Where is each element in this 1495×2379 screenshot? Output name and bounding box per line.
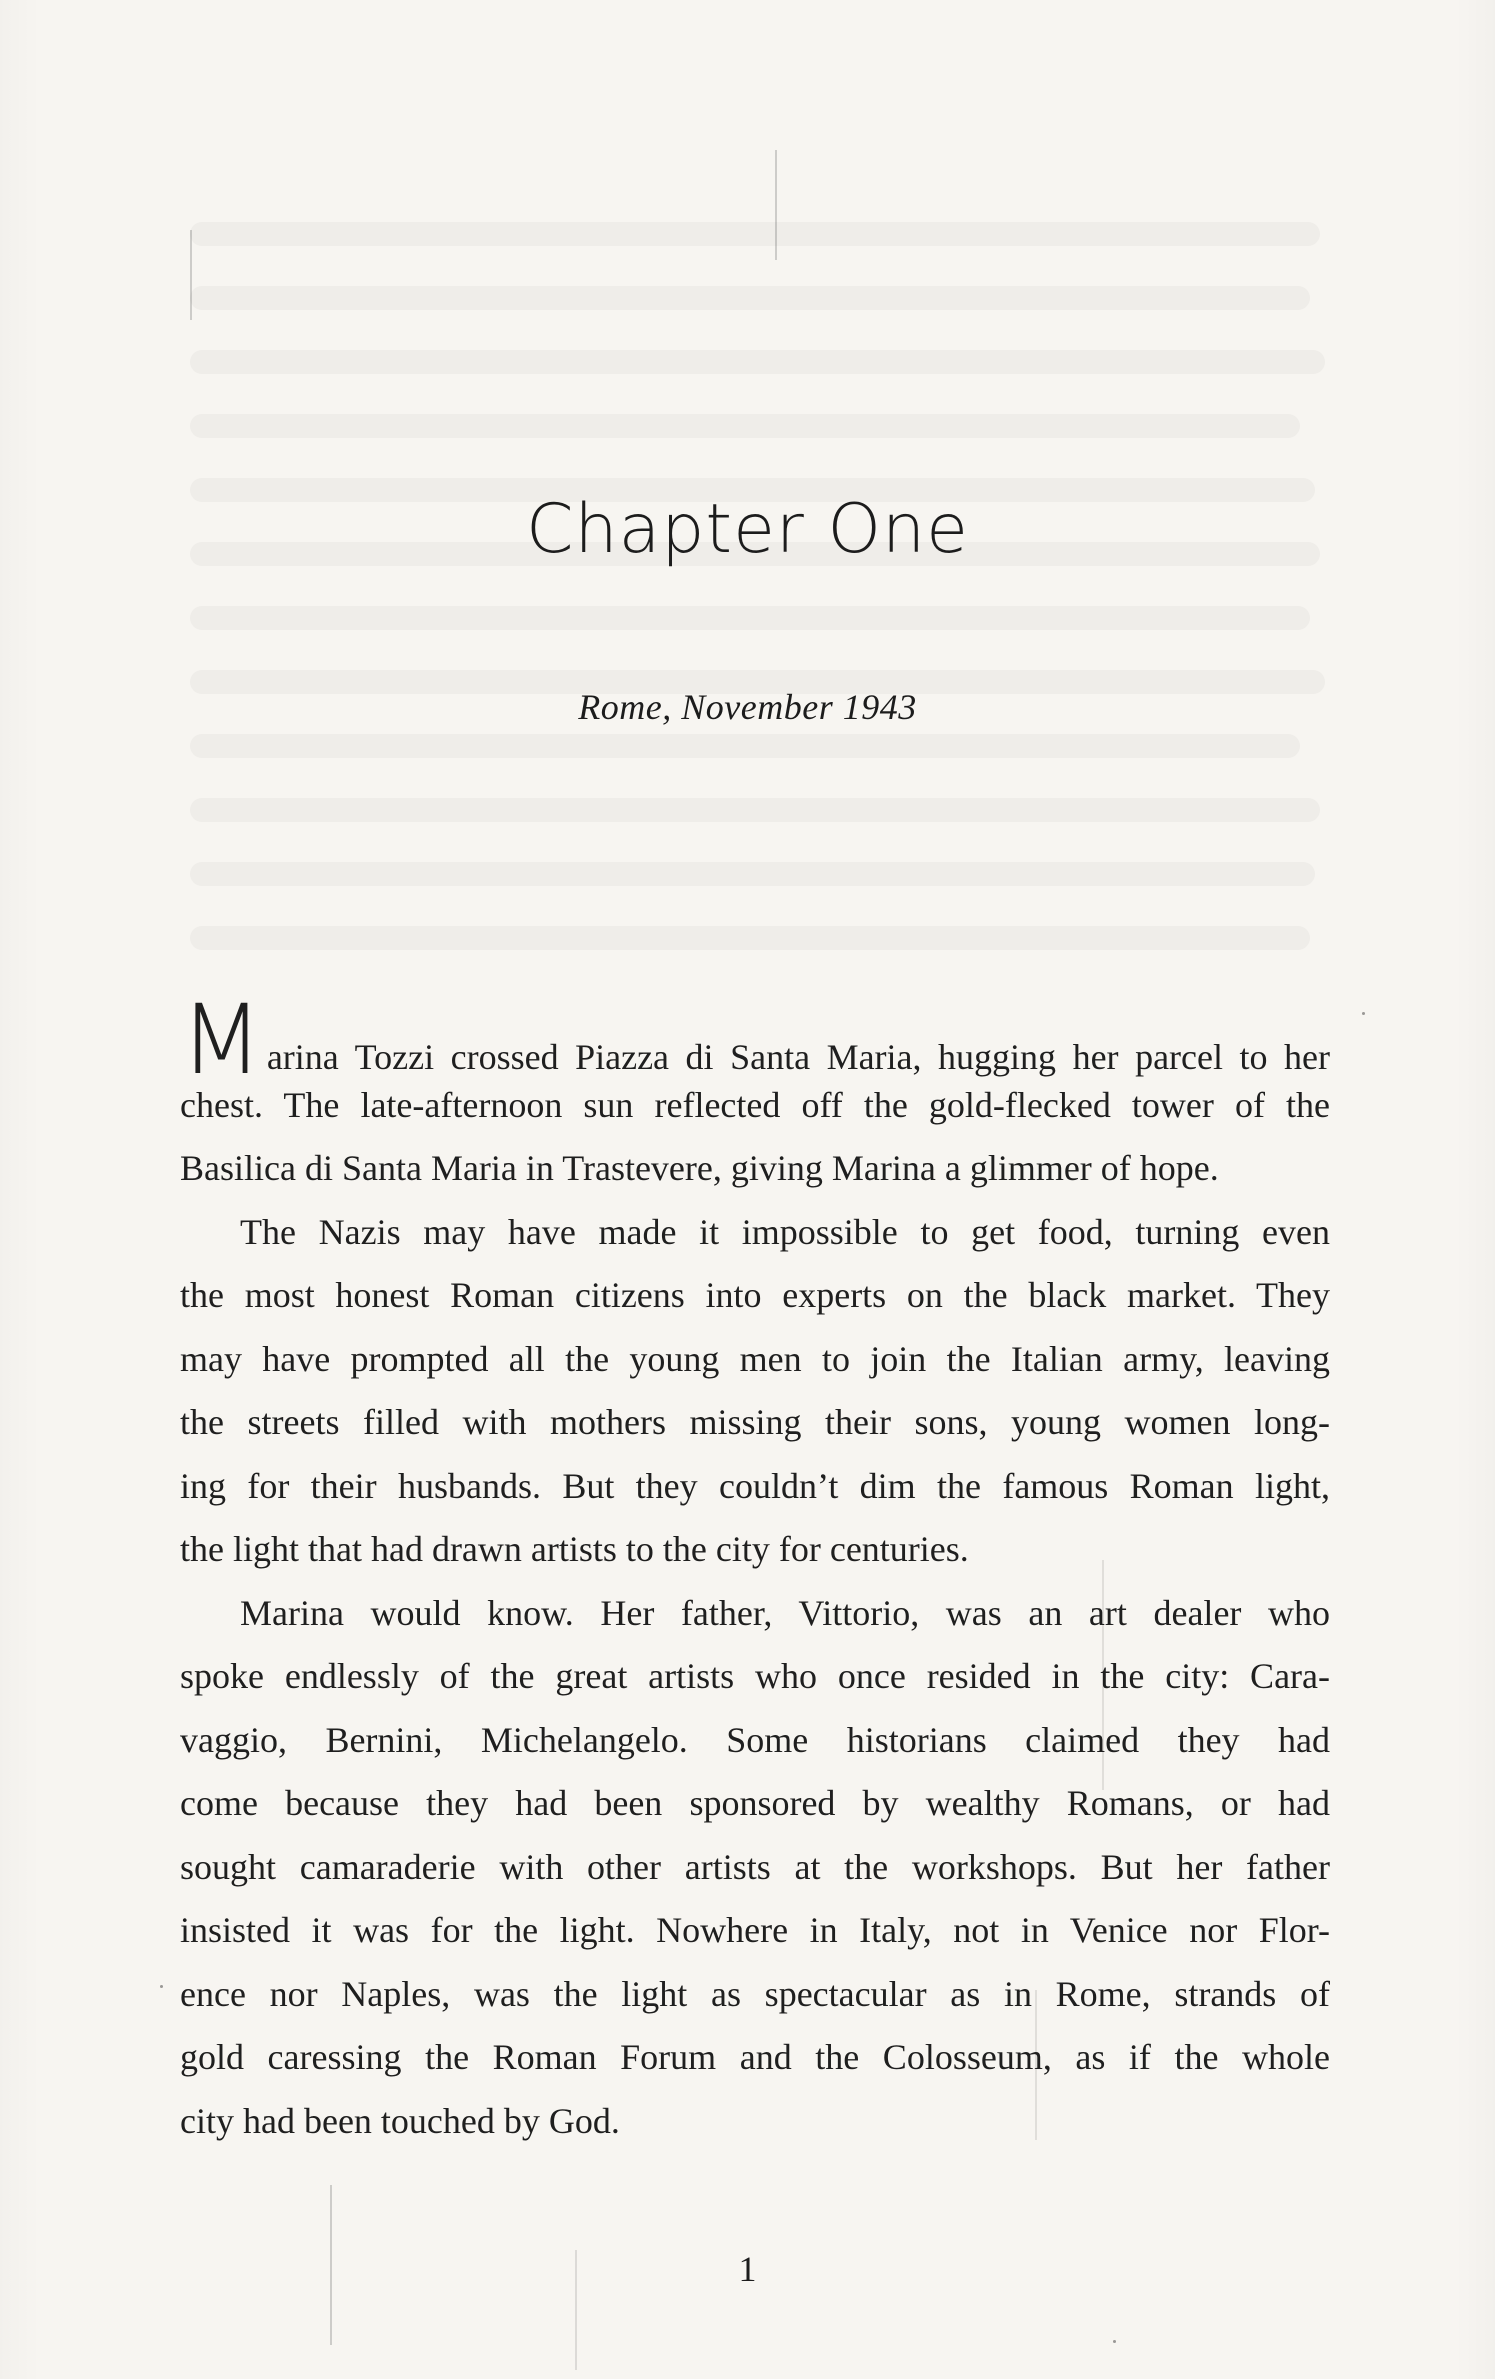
show-through-line [190,222,1320,246]
text-line-9: the light that had drawn artists to the city for centuries. [180,1529,969,1569]
text-line-8: ing for their husbands. But they couldn’t dim the famous Roman light, [180,1465,1330,1506]
show-through-line [190,350,1325,374]
scan-streak [775,150,777,260]
show-through-line [190,862,1315,886]
text-line-6: may have prompted all the young men to join the Italian army, leaving [180,1338,1330,1379]
dust-speck [1113,2340,1116,2343]
text-line-4: The Nazis may have made it impossible to get food, turning even [240,1211,1330,1252]
text-line-14: sought camaraderie with other artists at the workshops. But her father [180,1846,1330,1887]
body-text [180,984,1330,2153]
text-line-16: ence nor Naples, was the light as spectacular as in Rome, strands of [180,1973,1330,2014]
text-line-17: gold caressing the Roman Forum and the Colosseum, as if the whole [180,2037,1330,2077]
dust-speck [1362,1012,1365,1015]
text-line-15: insisted it was for the light. Nowhere in Italy, not in Venice nor Flor- [180,1910,1330,1950]
show-through-line [190,414,1300,438]
chapter-title: Chapter One [526,490,969,569]
line-text: arina Tozzi crossed Piazza di Santa Maria, hugging her parcel to her [266,1037,1330,1077]
drop-cap: M [180,984,263,1096]
page-number: 1 [738,2249,757,2289]
text-line-13: come because they had been sponsored by wealthy Romans, or had [180,1783,1330,1823]
text-line-3: Basilica di Santa Maria in Trastevere, giving Marina a glimmer of hope. [180,1148,1219,1188]
text-line-18: city had been touched by God. [180,2100,620,2141]
text-line-1 [180,984,1330,1096]
text-line-12: vaggio, Bernini, Michelangelo. Some historians claimed they had [180,1719,1330,1760]
show-through-line [190,798,1320,822]
show-through-line [190,286,1310,310]
text-line-7: the streets filled with mothers missing their sons, young women long- [180,1402,1330,1442]
dust-speck [160,1985,163,1988]
text-line-10: Marina would know. Her father, Vittorio, was an art dealer who [240,1592,1330,1633]
text-line-5: the most honest Roman citizens into experts on the black market. They [180,1275,1330,1315]
text-line-11: spoke endlessly of the great artists who once resided in the city: Cara- [180,1656,1330,1696]
chapter-subtitle: Rome, November 1943 [578,687,917,727]
scan-streak [190,230,192,320]
show-through-line [190,606,1310,630]
show-through-line [190,926,1310,950]
text-line-2: chest. The late-afternoon sun reflected off the gold-flecked tower of the [180,1084,1330,1125]
show-through-line [190,734,1300,758]
